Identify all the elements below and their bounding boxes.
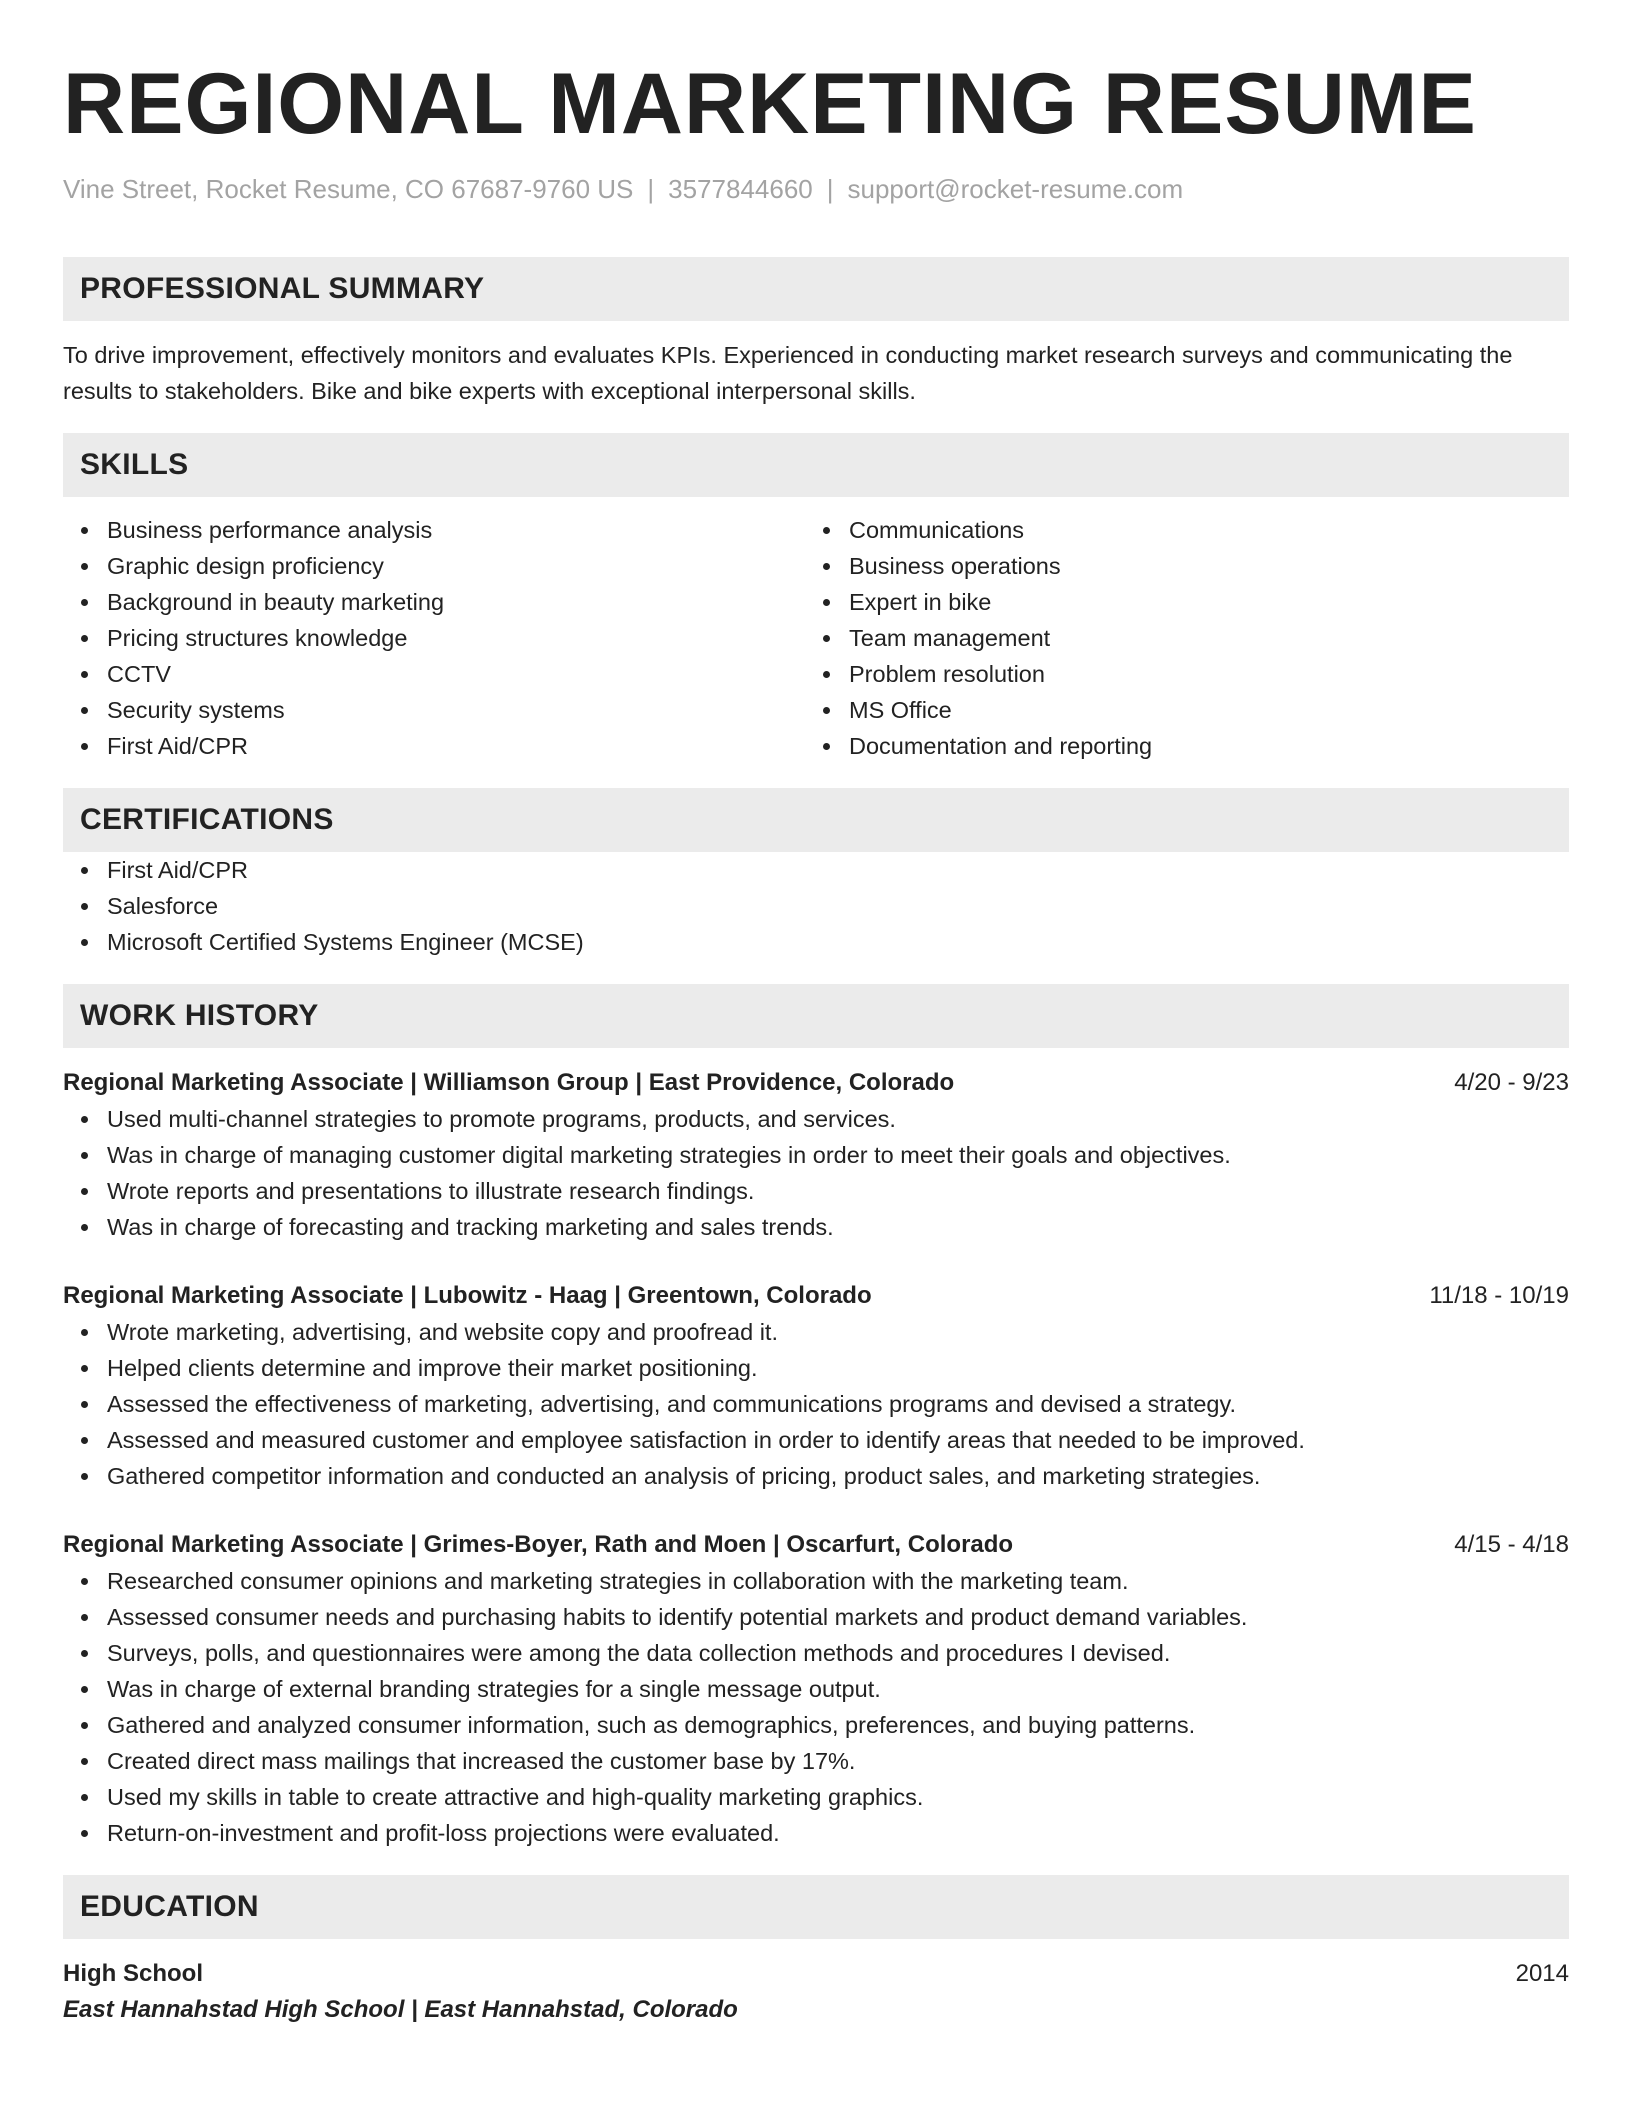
job-bullet: Surveys, polls, and questionnaires were among the data collection methods and procedures I devised. <box>63 1635 1569 1671</box>
certifications-list <box>63 852 1569 960</box>
job-bullet: Used my skills in table to create attractive and high-quality marketing graphics. <box>63 1779 1569 1815</box>
job-title: Regional Marketing Associate | Lubowitz - Haag | Greentown, Colorado <box>63 1282 872 1309</box>
certification-item: Microsoft Certified Systems Engineer (MCSE) <box>63 924 1569 960</box>
job-bullet: Helped clients determine and improve their market positioning. <box>63 1350 1569 1386</box>
section-heading-summary: PROFESSIONAL SUMMARY <box>63 257 1569 321</box>
skill-item: CCTV <box>63 656 805 692</box>
job-entry <box>63 1527 1569 1851</box>
section-heading-work-history: WORK HISTORY <box>63 984 1569 1048</box>
job-title: Regional Marketing Associate | Grimes-Boyer, Rath and Moen | Oscarfurt, Colorado <box>63 1531 1014 1558</box>
job-bullet: Gathered competitor information and conducted an analysis of pricing, product sales, and marketing strategies. <box>63 1458 1569 1494</box>
job-header <box>63 1527 1569 1563</box>
summary-text: To drive improvement, effectively monitors and evaluates KPIs. Experienced in conducting market research surveys and communicating the results to stakeholders. Bike and bike experts with exceptional interpersonal skills. <box>63 342 1513 404</box>
skill-item: Business performance analysis <box>63 512 805 548</box>
education-school: East Hannahstad High School | East Hannahstad, Colorado <box>63 1996 738 2023</box>
job-title: Regional Marketing Associate | Williamson Group | East Providence, Colorado <box>63 1069 955 1096</box>
job-dates: 4/20 - 9/23 <box>1454 1069 1569 1096</box>
skill-item: Graphic design proficiency <box>63 548 805 584</box>
skill-item: Problem resolution <box>805 656 1547 692</box>
contact-address: Vine Street, Rocket Resume, CO 67687-9760 US <box>63 174 634 204</box>
skill-item: Documentation and reporting <box>805 728 1547 764</box>
contact-email: support@rocket-resume.com <box>847 174 1184 204</box>
job-entry <box>63 1278 1569 1494</box>
skill-item: Pricing structures knowledge <box>63 620 805 656</box>
job-bullet: Wrote reports and presentations to illustrate research findings. <box>63 1173 1569 1209</box>
job-bullet: Was in charge of external branding strategies for a single message output. <box>63 1671 1569 1707</box>
contact-separator: | <box>647 174 655 204</box>
skill-item: Security systems <box>63 692 805 728</box>
job-bullet: Used multi-channel strategies to promote programs, products, and services. <box>63 1101 1569 1137</box>
job-entry <box>63 1065 1569 1245</box>
skill-item: Expert in bike <box>805 584 1547 620</box>
section-heading-education: EDUCATION <box>63 1875 1569 1939</box>
skill-item: Team management <box>805 620 1547 656</box>
skill-item: Business operations <box>805 548 1547 584</box>
resume-name: REGIONAL MARKETING RESUME <box>63 56 1477 152</box>
skill-item: Communications <box>805 512 1547 548</box>
job-bullet: Assessed the effectiveness of marketing, advertising, and communications programs and devised a strategy. <box>63 1386 1569 1422</box>
contact-phone: 3577844660 <box>668 174 813 204</box>
section-heading-skills: SKILLS <box>63 433 1569 497</box>
skill-item: MS Office <box>805 692 1547 728</box>
job-bullet: Created direct mass mailings that increased the customer base by 17%. <box>63 1743 1569 1779</box>
job-bullet: Return-on-investment and profit-loss projections were evaluated. <box>63 1815 1569 1851</box>
job-header <box>63 1065 1569 1101</box>
contact-separator: | <box>826 174 834 204</box>
section-heading-certifications: CERTIFICATIONS <box>63 788 1569 852</box>
job-bullet: Was in charge of managing customer digital marketing strategies in order to meet their goals and objectives. <box>63 1137 1569 1173</box>
skills-column-left <box>63 512 805 764</box>
skills-list <box>63 512 1569 764</box>
job-bullet: Assessed consumer needs and purchasing habits to identify potential markets and product demand variables. <box>63 1599 1569 1635</box>
certification-item: Salesforce <box>63 888 1569 924</box>
skills-column-right <box>805 512 1547 764</box>
job-dates: 11/18 - 10/19 <box>1429 1282 1569 1309</box>
job-bullet: Gathered and analyzed consumer information, such as demographics, preferences, and buying patterns. <box>63 1707 1569 1743</box>
skill-item: First Aid/CPR <box>63 728 805 764</box>
certification-item: First Aid/CPR <box>63 852 1569 888</box>
job-bullet: Wrote marketing, advertising, and website copy and proofread it. <box>63 1314 1569 1350</box>
job-bullets <box>63 1101 1569 1245</box>
education-year: 2014 <box>1515 1960 1569 1987</box>
job-bullet: Was in charge of forecasting and tracking marketing and sales trends. <box>63 1209 1569 1245</box>
skill-item: Background in beauty marketing <box>63 584 805 620</box>
job-bullet: Assessed and measured customer and employee satisfaction in order to identify areas that needed to be improved. <box>63 1422 1569 1458</box>
job-bullets <box>63 1314 1569 1494</box>
job-bullets <box>63 1563 1569 1851</box>
job-bullet: Researched consumer opinions and marketing strategies in collaboration with the marketing team. <box>63 1563 1569 1599</box>
contact-line <box>63 172 1569 206</box>
job-header <box>63 1278 1569 1314</box>
job-dates: 4/15 - 4/18 <box>1454 1531 1569 1558</box>
education-degree: High School <box>63 1960 203 1987</box>
education-header <box>63 1956 1569 1992</box>
